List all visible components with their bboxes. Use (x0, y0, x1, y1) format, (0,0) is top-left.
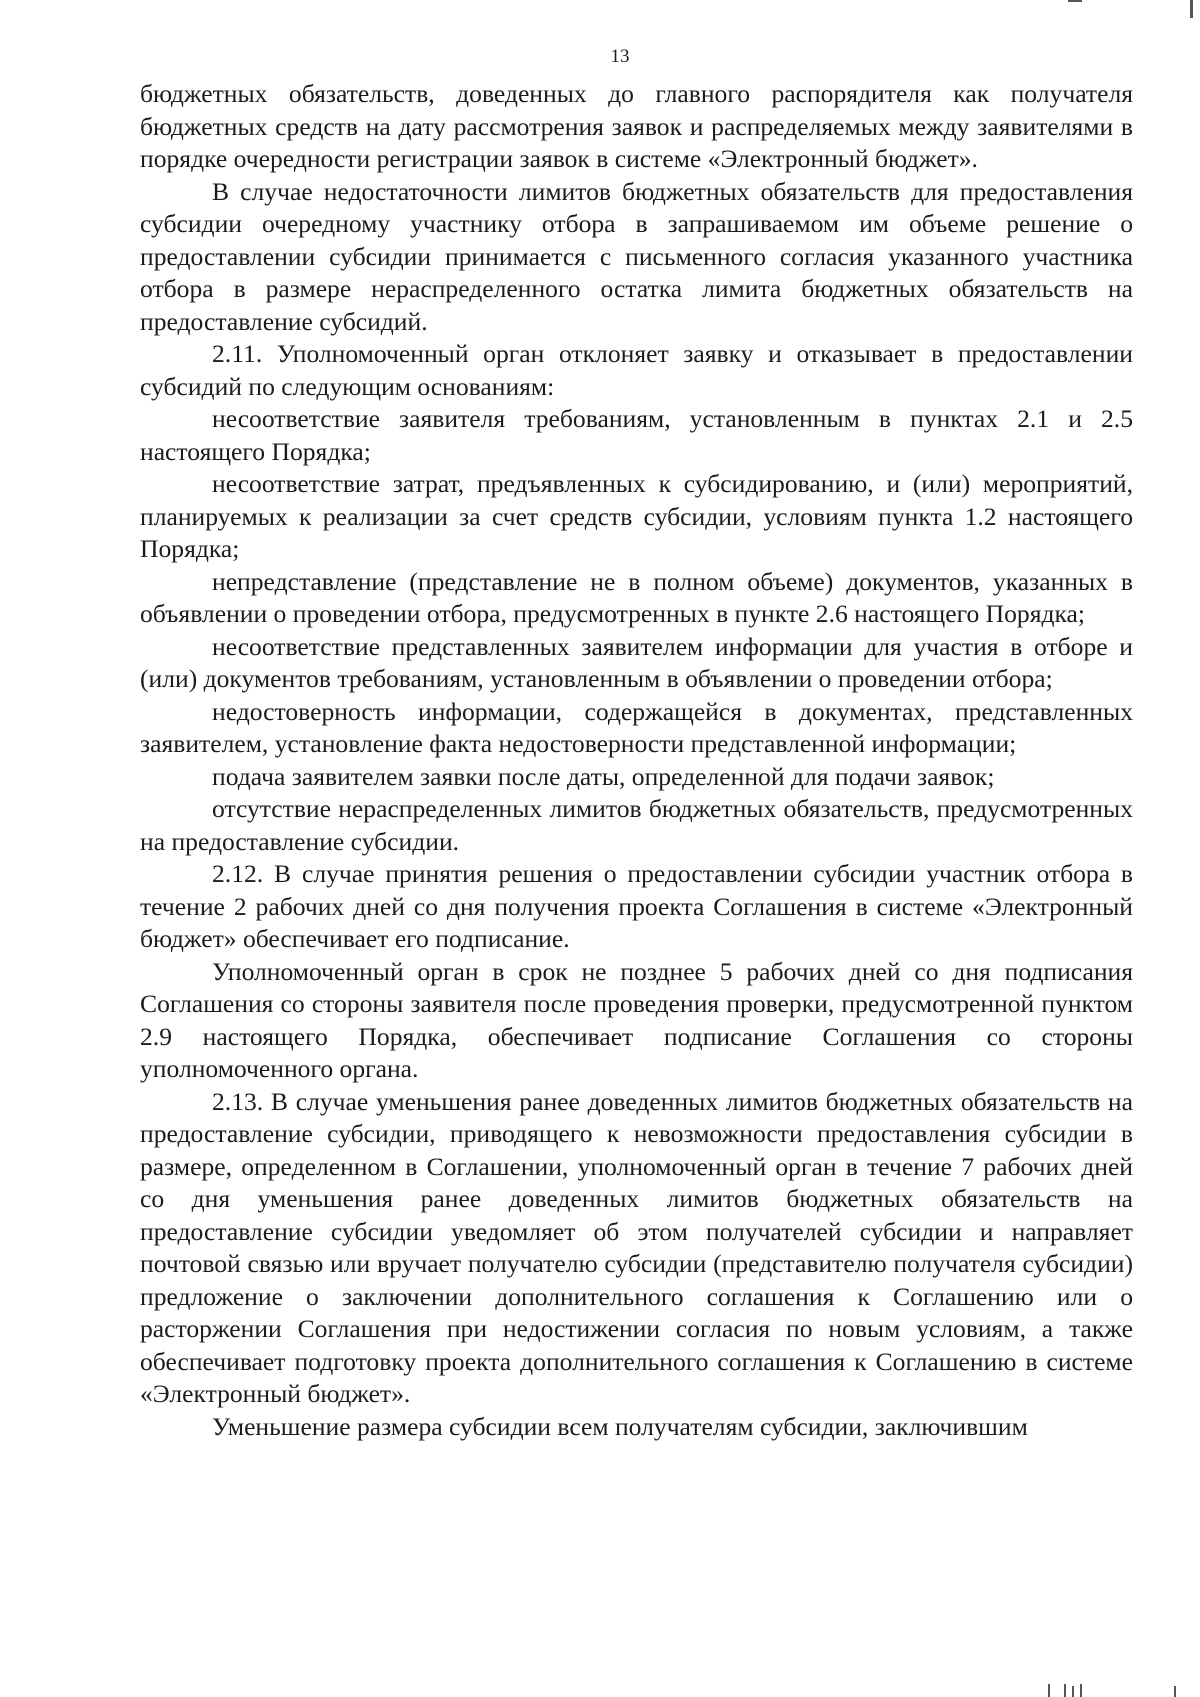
page-number: 13 (610, 46, 630, 67)
rejection-ground: несоответствие затрат, предъявленных к субсидированию, и (или) мероприятий, планируемых к реализации за счет средств субсидии, условиям пункта 1.2 настоящего Порядка; (140, 469, 1133, 563)
rejection-ground: недостоверность информации, содержащейся в документах, представленных заявителем, установление факта недостоверности представленной информации; (140, 696, 1133, 758)
scan-artifact (1068, 0, 1082, 2)
scan-artifact (1080, 1684, 1082, 1697)
paragraph-section-2-12: 2.12. В случае принятия решения о предоставлении субсидии участник отбора в течение 2 рабочих дней со дня получения проекта Соглашения в системе «Электронный бюджет» обеспечивает его подписание. (140, 859, 1133, 953)
scan-artifact (1072, 1686, 1074, 1697)
paragraph: Уменьшение размера субсидии всем получателям субсидии, заключившим (212, 1411, 1028, 1441)
paragraph: Уполномоченный орган в срок не позднее 5 рабочих дней со дня подписания Соглашения со стороны заявителя после проведения проверки, предусмотренной пунктом 2.9 настоящего Порядка, обеспечивает подписание Соглашения со стороны уполномоченного органа. (140, 956, 1133, 1083)
document-body (140, 78, 1133, 1443)
rejection-ground: непредставление (представление не в полном объеме) документов, указанных в объявлении о проведении отбора, предусмотренных в пункте 2.6 настоящего Порядка; (140, 566, 1133, 628)
scan-artifact (1064, 1684, 1066, 1697)
paragraph-section-2-13: 2.13. В случае уменьшения ранее доведенных лимитов бюджетных обязательств на предоставление субсидии, приводящего к невозможности предоставления субсидии в размере, определенном в Соглашении, уполномоченный орган в течение 7 рабочих дней со дня уменьшения ранее доведенных лимитов бюджетных обязательств на предоставление субсидии уведомляет об этом получателей субсидии и направляет почтовой связью или вручает получателю субсидии (представителю получателя субсидии) предложение о заключении дополнительного соглашения к Соглашению или о расторжении Соглашения при недостижении согласия по новым условиям, а также обеспечивает подготовку проекта дополнительного соглашения к Соглашению в системе «Электронный бюджет». (140, 1086, 1133, 1408)
rejection-ground: подача заявителем заявки после даты, определенной для подачи заявок; (212, 761, 995, 791)
scan-artifact (1048, 1684, 1050, 1697)
paragraph-section-2-11: 2.11. Уполномоченный орган отклоняет заявку и отказывает в предоставлении субсидий по следующим основаниям: (140, 339, 1133, 401)
scan-artifact (1190, 0, 1193, 18)
rejection-ground: несоответствие заявителя требованиям, установленным в пунктах 2.1 и 2.5 настоящего Порядка; (140, 404, 1133, 466)
scan-artifact (1174, 1686, 1176, 1697)
paragraph-continuation: бюджетных обязательств, доведенных до главного распорядителя как получателя бюджетных средств на дату рассмотрения заявок и распределяемых между заявителями в порядке очередности регистрации заявок в системе «Электронный бюджет». (140, 79, 1133, 173)
paragraph: В случае недостаточности лимитов бюджетных обязательств для предоставления субсидии очередному участнику отбора в запрашиваемом им объеме решение о предоставлении субсидии принимается с письменного согласия указанного участника отбора в размере нераспределенного остатка лимита бюджетных обязательств на предоставление субсидий. (140, 176, 1133, 336)
rejection-ground: отсутствие нераспределенных лимитов бюджетных обязательств, предусмотренных на предоставление субсидии. (140, 794, 1133, 856)
rejection-ground: несоответствие представленных заявителем информации для участия в отборе и (или) документов требованиям, установленным в объявлении о проведении отбора; (140, 631, 1133, 693)
